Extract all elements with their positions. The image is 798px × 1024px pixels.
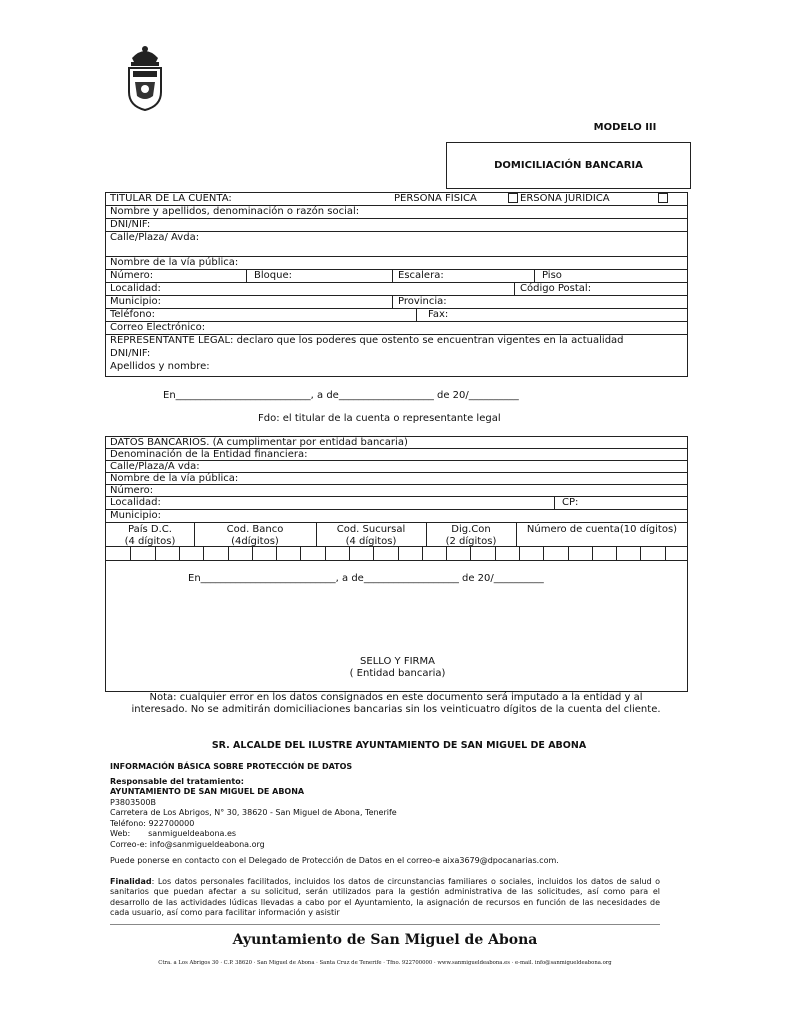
addressee-heading: SR. ALCALDE DEL ILUSTRE AYUNTAMIENTO DE SAN MIGUEL DE ABONA <box>211 740 587 751</box>
place-date-line-1[interactable]: En___________________________, a de___________________ de 20/__________ <box>163 390 519 401</box>
digit-box-divider <box>252 547 253 560</box>
bank-municipio-field[interactable]: Municipio: <box>110 510 161 521</box>
nombre-field[interactable]: Nombre y apellidos, denominación o razón social: <box>110 206 360 217</box>
calle-field[interactable]: Calle/Plaza/ Avda: <box>110 232 200 243</box>
rep-apellidos-field[interactable]: Apellidos y nombre: <box>110 361 210 372</box>
finalidad-text: : Los datos personales facilitados, incluidos los datos de circunstancias familiares o sociales, incluidos los datos de salud o sanitarios que puedan afectar a su solicitud, serán utilizados para la gestión administrativa de las solicitudes, así como para el desarrollo de las actividades lúdicas llevadas a cabo por el Ayuntamiento, la asignación de recursos en función de las necesidades de cada usuario, así como para facilitar información y asistir <box>110 876 660 917</box>
digit-box-divider <box>203 547 204 560</box>
col-cuenta-label: Número de cuenta(10 dígitos) <box>526 524 678 535</box>
codigo-postal-field[interactable]: Código Postal: <box>520 283 592 294</box>
persona-fisica-checkbox[interactable] <box>508 193 518 203</box>
telefono-field[interactable]: Teléfono: <box>110 309 155 320</box>
digit-box-divider <box>398 547 399 560</box>
escalera-field[interactable]: Escalera: <box>398 270 444 281</box>
digit-box-divider <box>640 547 641 560</box>
entity-address: Carretera de Los Abrigos, N° 30, 38620 - San Miguel de Abona, Tenerife <box>110 808 397 817</box>
persona-fisica-label: PERSONA FÍSICA <box>394 193 477 204</box>
digit-box-divider <box>616 547 617 560</box>
digit-box-divider <box>228 547 229 560</box>
correo-field[interactable]: Correo Electrónico: <box>110 322 206 333</box>
footer-title: Ayuntamiento de San Miguel de Abona <box>232 932 538 948</box>
col-sucursal-label: Cod. Sucursal <box>336 524 406 535</box>
col-banco-digits: (4dígitos) <box>231 536 279 547</box>
finalidad-label: Finalidad <box>110 876 152 886</box>
bank-numero-field[interactable]: Número: <box>110 485 154 496</box>
provincia-field[interactable]: Provincia: <box>398 296 447 307</box>
persona-juridica-label: ERSONA JURÍDICA <box>520 193 610 204</box>
coat-of-arms-logo <box>124 44 166 112</box>
digit-box-divider <box>349 547 350 560</box>
piso-field[interactable]: Piso <box>542 270 562 281</box>
nombre-via-field[interactable]: Nombre de la vía pública: <box>110 257 239 268</box>
col-sucursal-digits: (4 dígitos) <box>345 536 397 547</box>
col-banco-label: Cod. Banco <box>226 524 284 535</box>
col-pais-digits: (4 dígitos) <box>124 536 176 547</box>
numero-field[interactable]: Número: <box>110 270 154 281</box>
web-link[interactable]: sanmigueldeabona.es <box>148 829 237 838</box>
col-digcon-label: Dig.Con <box>451 524 491 535</box>
bank-section-header: DATOS BANCARIOS. (A cumplimentar por entidad bancaria) <box>110 437 408 448</box>
persona-juridica-checkbox[interactable] <box>658 193 668 203</box>
digit-box-divider <box>130 547 131 560</box>
bank-nombre-via-field[interactable]: Nombre de la vía pública: <box>110 473 239 484</box>
municipio-field[interactable]: Municipio: <box>110 296 161 307</box>
bank-entidad-field[interactable]: Denominación de la Entidad financiera: <box>110 449 308 460</box>
account-digit-boxes <box>106 547 687 561</box>
digit-box-divider <box>446 547 447 560</box>
localidad-field[interactable]: Localidad: <box>110 283 161 294</box>
digit-box-divider <box>543 547 544 560</box>
digit-box-divider <box>300 547 301 560</box>
entity-name: AYUNTAMIENTO DE SAN MIGUEL DE ABONA <box>110 787 305 796</box>
privacy-heading: INFORMACIÓN BÁSICA SOBRE PROTECCIÓN DE DATOS <box>110 762 353 771</box>
form-title-box <box>446 142 691 189</box>
entity-phone: Teléfono: 922700000 <box>110 818 195 828</box>
dpo-contact: Puede ponerse en contacto con el Delegado de Protección de Datos en el correo-e aixa3679@dpocanarias.com. <box>110 856 559 865</box>
digit-box-divider <box>568 547 569 560</box>
digit-box-divider <box>373 547 374 560</box>
account-holder-form <box>105 192 688 377</box>
model-label: MODELO III <box>593 122 657 133</box>
responsable-label: Responsable del tratamiento: <box>110 776 244 786</box>
footer-divider <box>110 924 660 925</box>
col-pais-label: País D.C. <box>128 524 172 535</box>
digit-box-divider <box>179 547 180 560</box>
signer-label: Fdo: el titular de la cuenta o representante legal <box>258 413 501 424</box>
bloque-field[interactable]: Bloque: <box>254 270 292 281</box>
note-line-2: interesado. No se admitirán domiciliaciones bancarias sin los veinticuatro dígitos de la cuenta del cliente. <box>131 704 661 715</box>
web-label: Web: <box>110 829 131 838</box>
dni-field[interactable]: DNI/NIF: <box>110 219 151 230</box>
entity-email[interactable]: Correo-e: info@sanmigueldeabona.org <box>110 839 265 849</box>
finalidad-paragraph <box>110 876 660 917</box>
place-date-line-2[interactable]: En___________________________, a de___________________ de 20/__________ <box>188 573 544 584</box>
sello-firma-label: SELLO Y FIRMA <box>360 656 435 667</box>
rep-dni-field[interactable]: DNI/NIF: <box>110 348 151 359</box>
digit-box-divider <box>155 547 156 560</box>
digit-box-divider <box>592 547 593 560</box>
digit-box-divider <box>276 547 277 560</box>
digit-box-divider <box>422 547 423 560</box>
bank-cp-field[interactable]: CP: <box>562 497 579 508</box>
digit-box-divider <box>519 547 520 560</box>
representante-legal-text: REPRESENTANTE LEGAL: declaro que los poderes que ostento se encuentran vigentes en la actualidad <box>110 335 624 346</box>
note-line-1: Nota: cualquier error en los datos consignados en este documento será imputado a la entidad y al <box>149 692 643 703</box>
digit-box-divider <box>665 547 666 560</box>
bank-localidad-field[interactable]: Localidad: <box>110 497 161 508</box>
fax-field[interactable]: Fax: <box>428 309 449 320</box>
entity-cif: P3803500B <box>110 797 156 807</box>
bank-calle-field[interactable]: Calle/Plaza/A vda: <box>110 461 200 472</box>
bank-data-form <box>105 436 688 692</box>
digit-box-divider <box>495 547 496 560</box>
digit-box-divider <box>325 547 326 560</box>
col-digcon-digits: (2 dígitos) <box>445 536 497 547</box>
titular-label: TITULAR DE LA CUENTA: <box>110 193 232 204</box>
footer-address: Ctra. a Los Abrigos 30 · C.P. 38620 · San Miguel de Abona · Santa Cruz de Tenerife · Tfno. 922700000 · www.sanmigueldeabona.es · e-mail. info@sanmigueldeabona.org <box>158 960 612 966</box>
digit-box-divider <box>470 547 471 560</box>
form-title: DOMICILIACIÓN BANCARIA <box>494 160 643 171</box>
entidad-bancaria-label: ( Entidad bancaria) <box>349 668 446 679</box>
